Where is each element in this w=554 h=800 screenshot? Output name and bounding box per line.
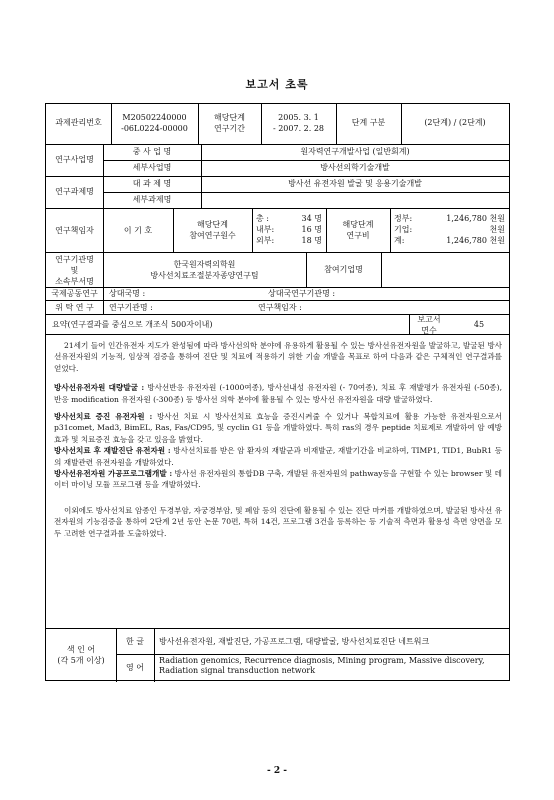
period-label-line-2: 연구기간 — [214, 124, 245, 133]
page-number: - 2 - — [267, 766, 287, 776]
pages-label — [409, 314, 449, 336]
researcher-count-label-2: 참여연구원수 — [189, 231, 236, 240]
keywords-label-1: 색 인 어 — [66, 645, 96, 654]
project-id-line-1: M20502240000 — [122, 113, 187, 122]
summary-item-2: 방사선치료 증진 유전자원 : 방사선 치료 시 방사선치료 효능을 증진시켜줄 수 있거나 복합치료에 활용 가능한 유전자원으로서 p31comet, Mad3, BimEL, Ras, Fas/CD95, 및 cyclin G1 등을 개발하였다. 특히 ras의 경우 peptide 치료제로 개발하여 암 예방효과 및 치료증진 효능을 갖고 있음을 밝혔다. — [54, 412, 502, 444]
institution-label — [46, 254, 103, 287]
budget-industry: 기업: 천원 — [394, 225, 505, 234]
institution-label-3: 소속부서명 — [55, 277, 94, 286]
institution-label-2: 및 — [70, 266, 79, 275]
task-label: 연구과제명 — [55, 187, 94, 196]
budget-total: 계: 1,246,780 천원 — [394, 236, 505, 245]
period-values — [261, 112, 336, 134]
keywords-label-2: (각 5개 이상) — [57, 656, 105, 665]
intl-label: 국제공동연구 — [51, 289, 98, 298]
researcher-count-label-1: 해당단계 — [197, 220, 228, 229]
period-label — [198, 112, 261, 134]
outsourced-label: 위 탁 연 구 — [55, 303, 94, 312]
intl-country-label: 상대국명 : — [109, 289, 146, 298]
summary-item-1: 방사선유전자원 대량발굴 : 방사선반응 유전자원 (-1000여종), 방사선내성 유전자원 (- 70여종), 치료 후 재발평가 유전자원 (-50종), 반응 modification 유전자원 (-300종) 등 방사선 의학 분야에 활용될 수 있는 방사선 유전자원을 대량 발굴하였다. — [54, 383, 502, 404]
institution-label-1: 연구기관명 — [55, 255, 94, 264]
page-title: 보고서 초록 — [245, 78, 309, 91]
period-start: 2005. 3. 1 — [278, 113, 319, 122]
pi-label: 연구책임자 — [55, 226, 94, 235]
summary-intro: 21세기 들어 인간유전자 지도가 완성됨에 따라 방사선의학 분야에 유용하게 활용될 수 있는 방사선유전자원을 발굴하고, 발굴된 방사선유전자원의 기능적, 임상적 검증을 통하여 진단 및 치료에 적용하기 위한 기술 개발을 목표로 하여 다음과 같은 구체적인 연구결과를 얻었다. — [54, 341, 502, 373]
summary-closing: 이외에도 방사선치료 암종인 두경부암, 자궁경부암, 및 폐암 등의 진단에 활용될 수 있는 진단 마커를 개발하였으며, 발굴된 방사선 유전자원의 기능검증을 통하여 2단계 2년 동안 논문 70편, 특허 14건, 프로그램 3건을 등록하는 등 기술적 측면과 활용성 측면 양면을 모두 고려한 연구결과를 도출하였다. — [54, 505, 502, 538]
researcher-counts — [256, 213, 322, 246]
program-sub-label: 세부사업명 — [132, 163, 172, 172]
pages-value: 45 — [473, 320, 485, 329]
program-mid-label: 중 사 업 명 — [132, 147, 172, 156]
project-id-line-2: -06L0224-00000 — [121, 124, 188, 133]
summary-item-4: 방사선유전자원 가공프로그램개발 : 방사선 유전자원의 통합DB 구축, 개발된 유전자원의 pathway등을 구현할 수 있는 browser 및 데이터 마이닝 모듈 프로그램 등을 개발하였다. — [54, 469, 502, 490]
task-main-label: 대 과 제 명 — [132, 179, 172, 188]
keywords-en-label: 영 어 — [126, 663, 144, 672]
institution-department: 방사선치료조절분자종양연구팀 — [150, 271, 259, 280]
keywords-en-value: Radiation genomics, Recurrence diagnosis, Mining program, Massive discovery, Radiation signal transduction network — [159, 656, 485, 675]
researcher-count-internal: 내부: 16 명 — [256, 225, 322, 234]
program-sub-value: 방사선의학기술개발 — [320, 163, 390, 172]
period-end: - 2007. 2. 28 — [272, 124, 325, 133]
intl-institution-label: 상대국연구기관명 : — [268, 289, 336, 298]
institution-name: 한국원자력의학원 — [173, 260, 236, 269]
institution-value — [103, 259, 306, 281]
researcher-count-external: 외부: 18 명 — [256, 236, 322, 245]
researcher-count-label — [173, 219, 252, 241]
program-mid-value: 원자력연구개발사업 (일반회계) — [300, 147, 410, 156]
budget-label-1: 해당단계 — [342, 220, 374, 229]
researcher-count-total: 총 : 34 명 — [256, 214, 322, 223]
summary-label: 요약(연구결과를 중심으로 개조식 500자이내) — [52, 320, 213, 329]
pages-label-2: 면수 — [421, 326, 437, 335]
project-id-label: 과제관리번호 — [55, 118, 102, 127]
summary-body — [54, 340, 502, 545]
keywords-ko-label: 한 글 — [126, 637, 144, 646]
budget-values — [394, 213, 505, 246]
outsourced-inst-label: 연구기관명 : — [109, 303, 153, 312]
stage-label: 단계 구분 — [351, 118, 386, 127]
budget-government: 정부: 1,246,780 천원 — [394, 214, 505, 223]
summary-item-3: 방사선치료 후 재발진단 유전자원 : 방사선치료를 받은 암 환자의 재발군과 비재발군, 재발기간을 비교하여, TIMP1, TID1, BubR1 등의 재발관련 유전자원을 개발하였다. — [54, 446, 502, 467]
outsourced-pi-label: 연구책임자 : — [258, 303, 302, 312]
stage-value: (2단계) / (2단계) — [424, 118, 486, 127]
pages-label-1: 보고서 — [417, 315, 441, 324]
period-label-line-1: 해당단계 — [214, 113, 245, 122]
project-id-values — [111, 112, 198, 134]
pi-name: 이 기 호 — [123, 226, 153, 235]
task-sub-label: 세부과제명 — [132, 195, 172, 204]
keywords-label — [46, 644, 116, 666]
task-main-value: 방사선 유전자원 발굴 및 응용기술개발 — [288, 179, 422, 188]
program-label: 연구사업명 — [55, 155, 94, 164]
partner-label: 참여기업명 — [324, 265, 363, 274]
report-abstract-form — [45, 103, 510, 681]
budget-label-2: 연구비 — [346, 231, 370, 240]
keywords-ko-value: 방사선유전자원, 재발진단, 가공프로그램, 대량발굴, 방사선치료진단 네트워크 — [159, 637, 430, 646]
budget-label — [326, 219, 390, 241]
